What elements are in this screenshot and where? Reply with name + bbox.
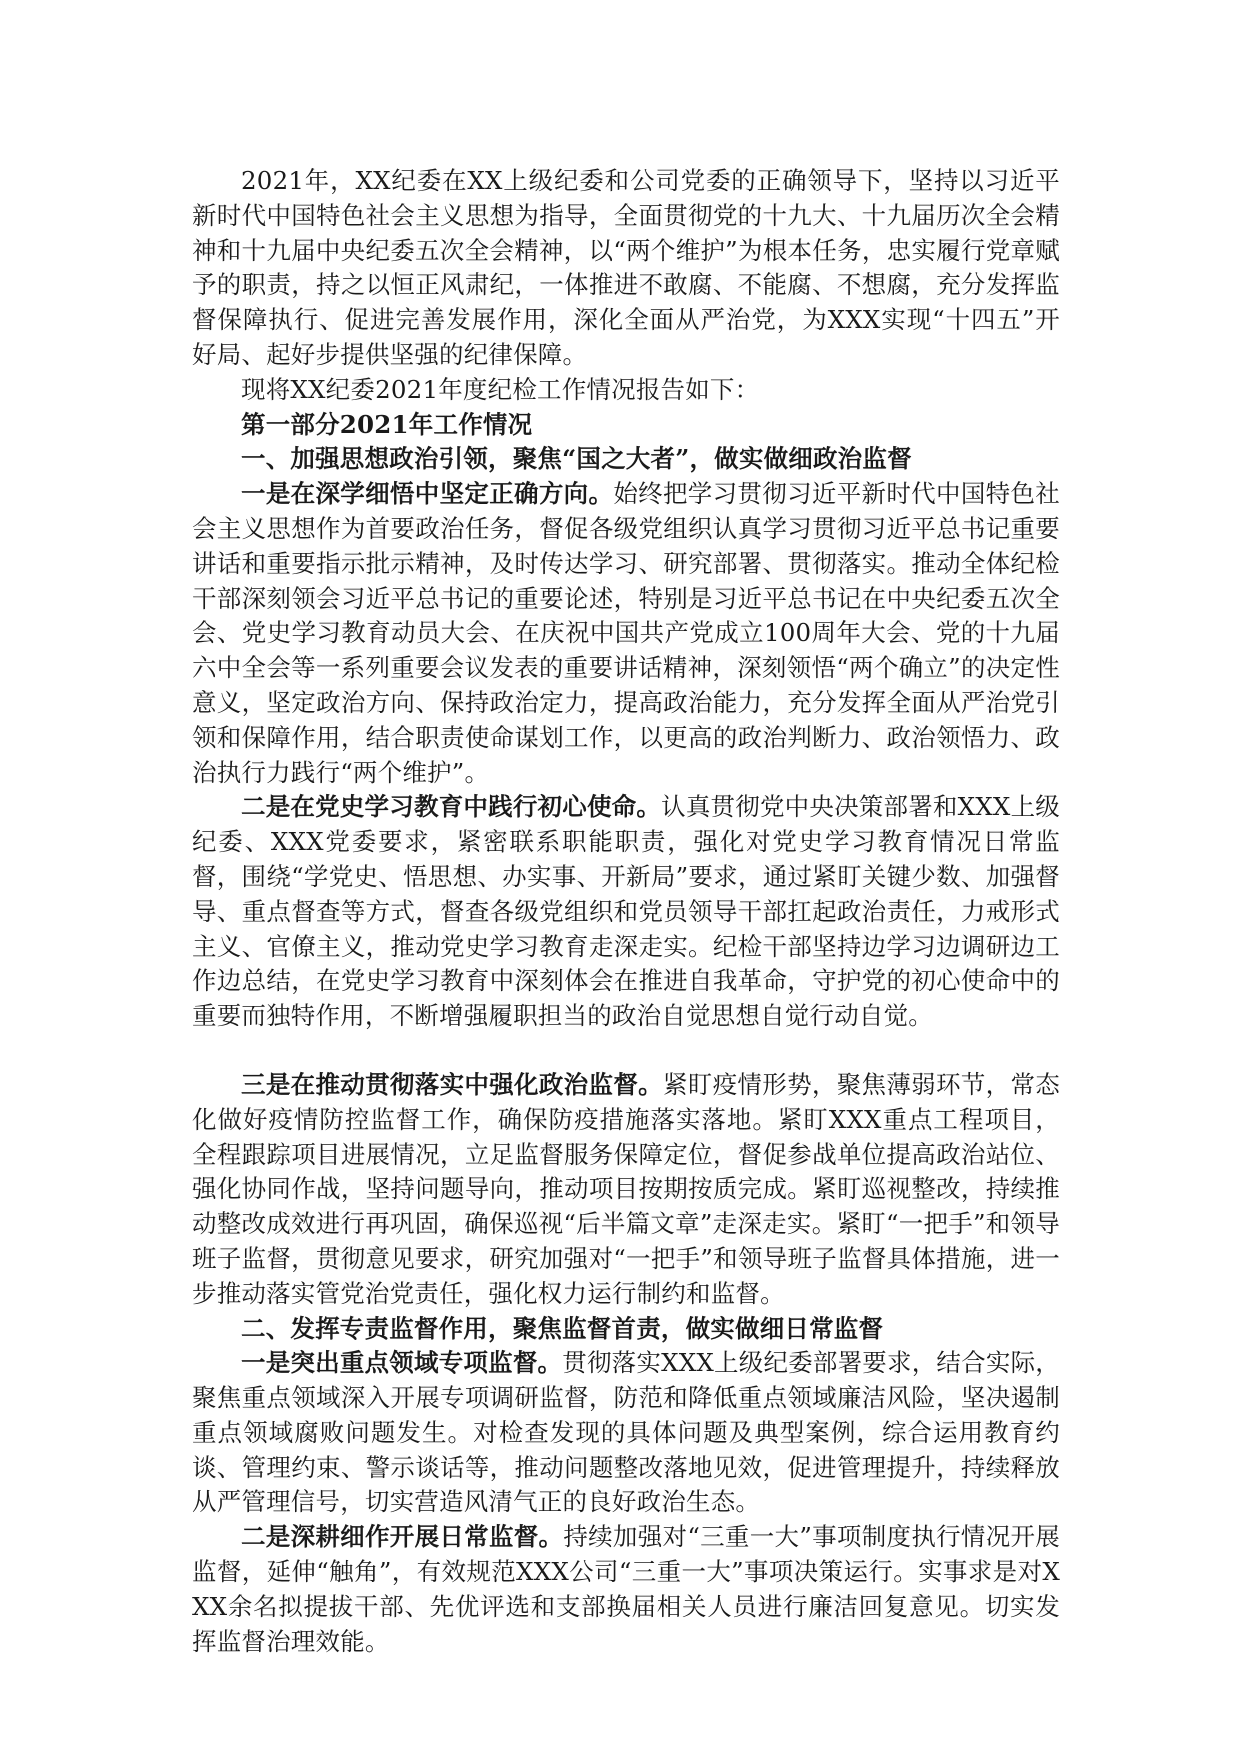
section-1-item-1 bbox=[192, 477, 1060, 790]
section-2-item-1 bbox=[192, 1346, 1060, 1520]
section-1-item-3 bbox=[192, 1068, 1060, 1312]
item-text: 持续加强对“三重一大”事项制度执行情况开展监督，延伸“触角”，有效规范XXX公司“三重一大”事项决策运行。实事求是对XXX余名拟提拔干部、先优评选和支部换届相关人员进行廉洁回复意见。切实发挥监督治理效能。 bbox=[192, 1522, 1060, 1656]
item-text: 贯彻落实XXX上级纪委部署要求，结合实际，聚焦重点领域深入开展专项调研监督，防范和降低重点领域廉洁风险，坚决遏制重点领域腐败问题发生。对检查发现的具体问题及典型案例，综合运用教育约谈、管理约束、警示谈话等，推动问题整改落地见效，促进管理提升，持续释放从严管理信号，切实营造风清气正的良好政治生态。 bbox=[192, 1348, 1060, 1517]
item-text: 认真贯彻党中央决策部署和XXX上级纪委、XXX党委要求，紧密联系职能职责，强化对党史学习教育情况日常监督，围绕“学党史、悟思想、办实事、开新局”要求，通过紧盯关键少数、加强督导、重点督查等方式，督查各级党组织和党员领导干部扛起政治责任，力戒形式主义、官僚主义，推动党史学习教育走深走实。纪检干部坚持边学习边调研边工作边总结，在党史学习教育中深刻体会在推进自我革命，守护党的初心使命中的重要而独特作用，不断增强履职担当的政治自觉思想自觉行动自觉。 bbox=[192, 792, 1060, 1031]
section-1-heading: 一、加强思想政治引领，聚焦“国之大者”，做实做细政治监督 bbox=[241, 444, 912, 474]
section-2-item-2 bbox=[192, 1520, 1060, 1659]
item-lead: 一是在深学细悟中坚定正确方向。 bbox=[241, 479, 614, 509]
item-lead: 二是深耕细作开展日常监督。 bbox=[241, 1522, 564, 1552]
item-text: 紧盯疫情形势，聚焦薄弱环节，常态化做好疫情防控监督工作，确保防疫措施落实落地。紧盯XXX重点工程项目，全程跟踪项目进展情况，立足监督服务保障定位，督促参战单位提高政治站位、强化协同作战，坚持问题导向，推动项目按期按质完成。紧盯巡视整改，持续推动整改成效进行再巩固，确保巡视“后半篇文章”走深走实。紧盯“一把手”和领导班子监督，贯彻意见要求，研究加强对“一把手”和领导班子监督具体措施，进一步推动落实管党治党责任，强化权力运行制约和监督。 bbox=[192, 1069, 1060, 1308]
section-2-heading: 二、发挥专责监督作用，聚焦监督首责，做实做细日常监督 bbox=[241, 1313, 884, 1343]
item-lead: 二是在党史学习教育中践行初心使命。 bbox=[241, 792, 662, 822]
paragraph-gap bbox=[192, 1034, 1060, 1068]
intro-paragraph: 2021年，XX纪委在XX上级纪委和公司党委的正确领导下，坚持以习近平新时代中国特色社会主义思想为指导，全面贯彻党的十九大、十九届历次全会精神和十九届中央纪委五次全会精神，以“两个维护”为根本任务，忠实履行党章赋予的职责，持之以恒正风肃纪，一体推进不敢腐、不能腐、不想腐，充分发挥监督保障执行、促进完善发展作用，深化全面从严治党，为XXX实现“十四五”开好局、起好步提供坚强的纪律保障。 bbox=[192, 166, 1060, 369]
item-lead: 三是在推动贯彻落实中强化政治监督。 bbox=[241, 1069, 663, 1099]
item-lead: 一是突出重点领域专项监督。 bbox=[241, 1348, 563, 1378]
item-text: 始终把学习贯彻习近平新时代中国特色社会主义思想作为首要政治任务，督促各级党组织认真学习贯彻习近平总书记重要讲话和重要指示批示精神，及时传达学习、研究部署、贯彻落实。推动全体纪检干部深刻领会习近平总书记的重要论述，特别是习近平总书记在中央纪委五次全会、党史学习教育动员大会、在庆祝中国共产党成立100周年大会、党的十九届六中全会等一系列重要会议发表的重要讲话精神，深刻领悟“两个确立”的决定性意义，坚定政治方向、保持政治定力，提高政治能力，充分发挥全面从严治党引领和保障作用，结合职责使命谋划工作，以更高的政治判断力、政治领悟力、政治执行力践行“两个维护”。 bbox=[192, 479, 1060, 787]
part-heading: 第一部分2021年工作情况 bbox=[241, 409, 533, 439]
document-body bbox=[192, 164, 1060, 1659]
section-1-item-2 bbox=[192, 790, 1060, 1034]
report-intro-line: 现将XX纪委2021年度纪检工作情况报告如下： bbox=[241, 374, 760, 404]
